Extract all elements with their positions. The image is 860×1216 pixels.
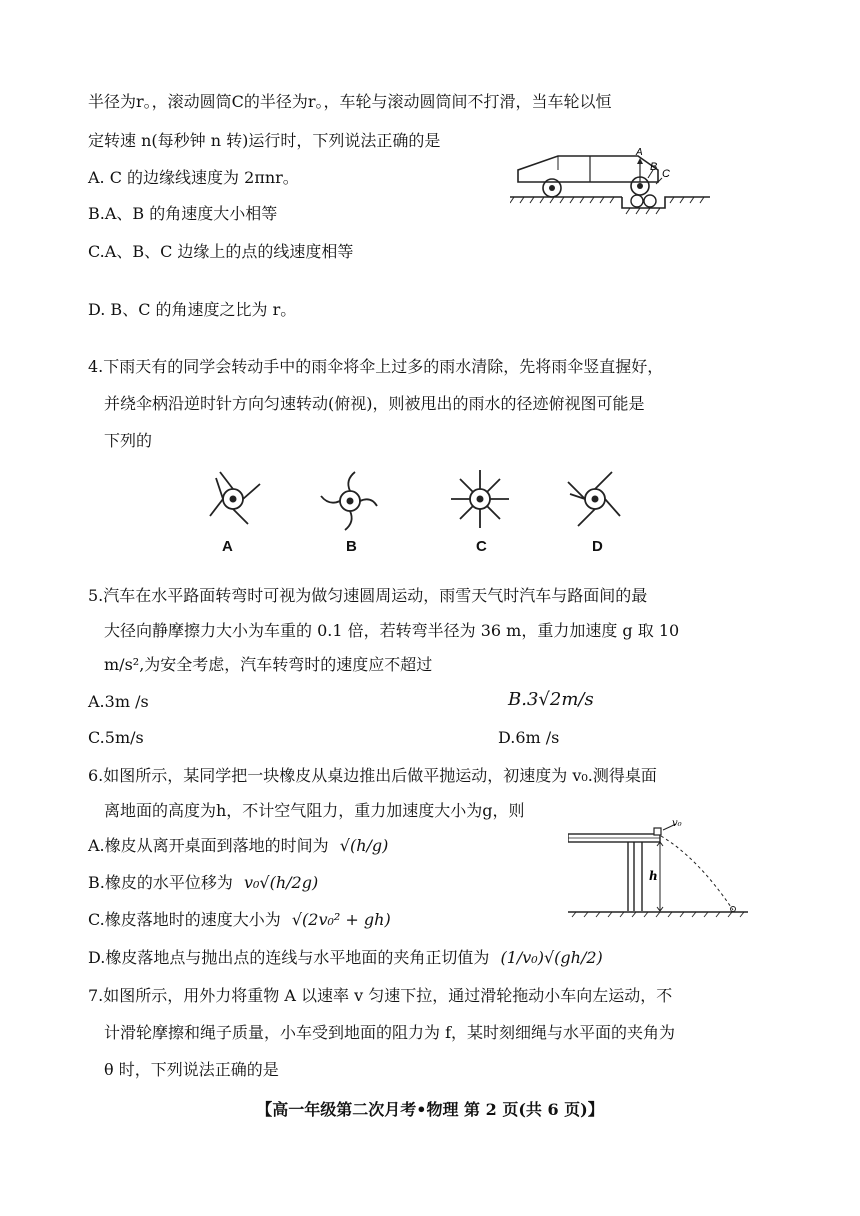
eraser [654,828,661,835]
q3-option-b: B.A、B 的角速度大小相等 [88,204,278,223]
q3-option-c: C.A、B、C 边缘上的点的线速度相等 [88,242,354,261]
choice-b-figure [315,466,385,536]
q7-line3: θ 时，下列说法正确的是 [104,1060,279,1079]
q5-option-d: D.6m /s [498,728,560,747]
q6-option-a [88,835,388,857]
q6-option-a-formula: √(h/g) [339,836,389,855]
q6-option-c-text: C.橡皮落地时的速度大小为 [88,910,281,929]
q7-line1: 7.如图所示，用外力将重物 A 以速率 v 匀速下拉，通过滑轮拖动小车向左运动，不 [88,986,673,1005]
label-a: A [636,147,643,158]
q7-line2: 计滑轮摩擦和绳子质量，小车受到地面的阻力为 f，某时刻细绳与水平面的夹角为 [104,1023,676,1042]
q4-line3: 下列的 [104,431,153,450]
label-b: B [650,161,658,173]
q6-line2: 离地面的高度为h，不计空气阻力，重力加速度大小为g，则 [104,801,525,820]
q3-option-d: D. B、C 的角速度之比为 r。 [88,300,297,319]
q6-option-c-formula: √(2v₀² + gh) [291,910,391,929]
q5-option-c: C.5m/s [88,728,144,747]
q5-line1: 5.汽车在水平路面转弯时可视为做匀速圆周运动，雨雪天气时汽车与路面间的最 [88,586,648,605]
q3-option-a: A. C 的边缘线速度为 2πnr。 [88,168,299,187]
q6-option-d-formula: (1/v₀)√(gh/2) [500,948,603,967]
choice-c-figure [445,464,515,534]
choice-a-label: A [222,538,233,555]
label-c: C [662,168,670,180]
q5-line3: m/s²,为安全考虑，汽车转弯时的速度应不超过 [104,655,433,674]
page-footer: 【高一年级第二次月考•物理 第 2 页(共 6 页)】 [256,1100,604,1119]
choice-a-figure [200,464,270,534]
q4-line1: 4.下雨天有的同学会转动手中的雨伞将伞上过多的雨水清除，先将雨伞竖直握好， [88,357,664,376]
q6-line1: 6.如图所示，某同学把一块橡皮从桌边推出后做平抛运动，初速度为 v₀.测得桌面 [88,766,657,785]
choice-d-label: D [592,538,603,555]
car-roller-figure [510,140,710,215]
choice-c-label: C [476,538,487,555]
v0-label: v₀ [672,818,682,829]
q6-option-c [88,909,391,931]
q6-option-b-text: B.橡皮的水平位移为 [88,873,233,892]
q5-option-a: A.3m /s [88,692,149,711]
choice-b-label: B [346,538,357,555]
roller-c [644,195,656,207]
projectile-figure [568,818,748,918]
q3-line1: 半径为r。，滚动圆筒C的半径为r。，车轮与滚动圆筒间不打滑，当车轮以恒 [88,92,612,111]
choice-d-figure [560,464,630,534]
q6-option-d-text: D.橡皮落地点与抛出点的连线与水平地面的夹角正切值为 [88,948,490,967]
q5-line2: 大径向静摩擦力大小为车重的 0.1 倍，若转弯半径为 36 m，重力加速度 g 取 10 [104,621,680,640]
q6-option-d [88,947,603,969]
roller-b [631,195,643,207]
q6-option-b-formula: v₀√(h/2g) [243,873,319,892]
q6-option-b [88,872,318,894]
h-label: h [649,869,658,883]
q3-line2: 定转速 n(每秒钟 n 转)运行时，下列说法正确的是 [88,131,441,150]
q5-option-b: B.3√2m/s [508,689,594,710]
q6-option-a-text: A.橡皮从离开桌面到落地的时间为 [88,836,329,855]
q4-line2: 并绕伞柄沿逆时针方向匀速转动(俯视)，则被甩出的雨水的径迹俯视图可能是 [104,394,645,413]
